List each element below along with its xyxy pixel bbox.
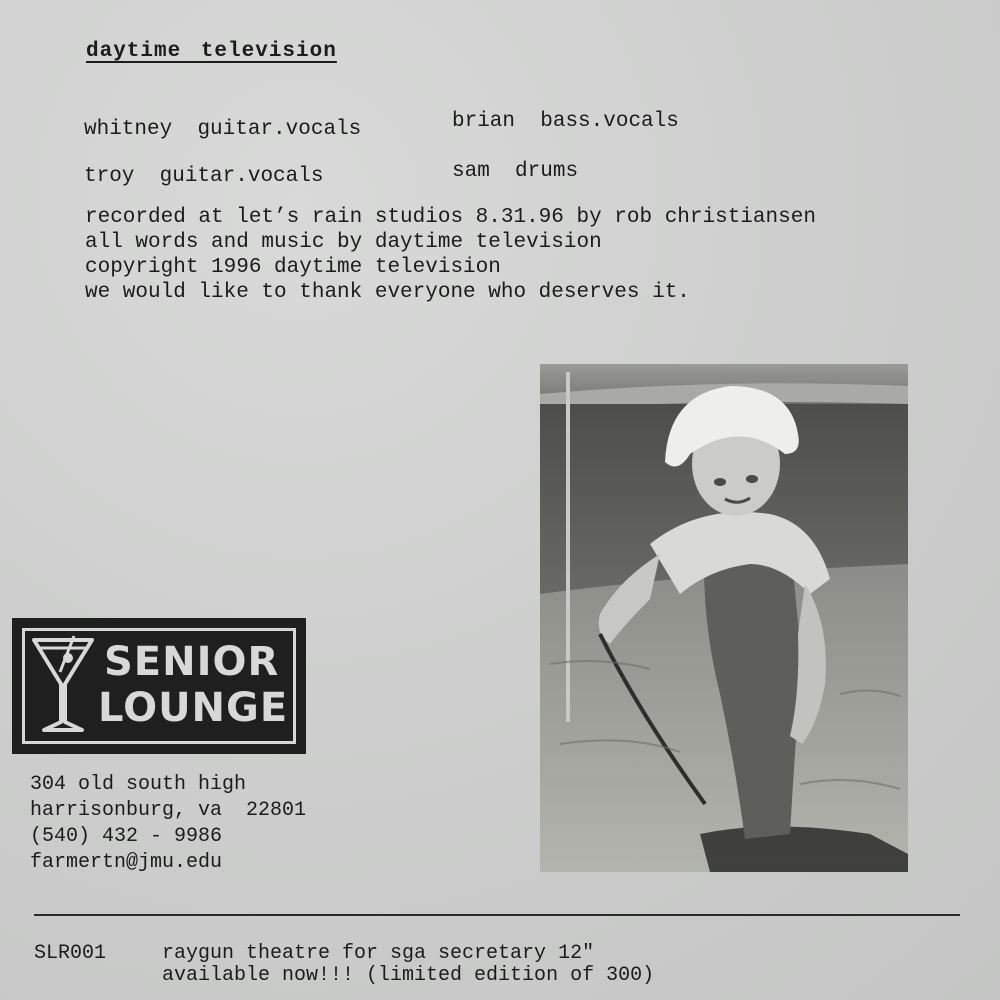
band-title: daytime television [86,40,337,63]
credit-line: recorded at let’s rain studios 8.31.96 by rob christiansen [85,206,816,229]
member-sam [452,160,578,183]
senior-lounge-logo [12,618,306,754]
footer-line-1: raygun theatre for sga secretary 12" [162,942,595,965]
member-role: drums [515,160,579,183]
address-block [30,772,306,876]
martini-glass-icon [30,632,96,740]
member-name: whitney [84,118,173,141]
member-name: troy [84,165,135,188]
member-whitney [84,118,361,141]
credit-line: we would like to thank everyone who deserves it. [85,281,690,304]
catalog-code: SLR001 [34,942,107,965]
member-name: sam [452,160,490,183]
divider-line [34,914,960,916]
address-street: 304 old south high [30,773,247,796]
member-role: guitar.vocals [197,118,362,141]
child-photo [540,364,908,872]
credit-line: copyright 1996 daytime television [85,256,501,279]
credit-line: all words and music by daytime television [85,231,602,254]
credits-block [85,205,816,305]
member-role: bass.vocals [540,110,679,133]
member-name: brian [452,110,516,133]
logo-word-lounge: LOUNGE [98,685,289,731]
address-city: harrisonburg, va 22801 [30,799,307,822]
member-troy [84,165,323,188]
member-role: guitar.vocals [159,165,324,188]
logo-word-senior: SENIOR [104,639,280,685]
address-phone: (540) 432 - 9986 [30,825,223,848]
footer-line-2: available now!!! (limited edition of 300) [162,964,655,987]
address-email: farmertn@jmu.edu [30,851,223,874]
member-brian [452,110,679,133]
